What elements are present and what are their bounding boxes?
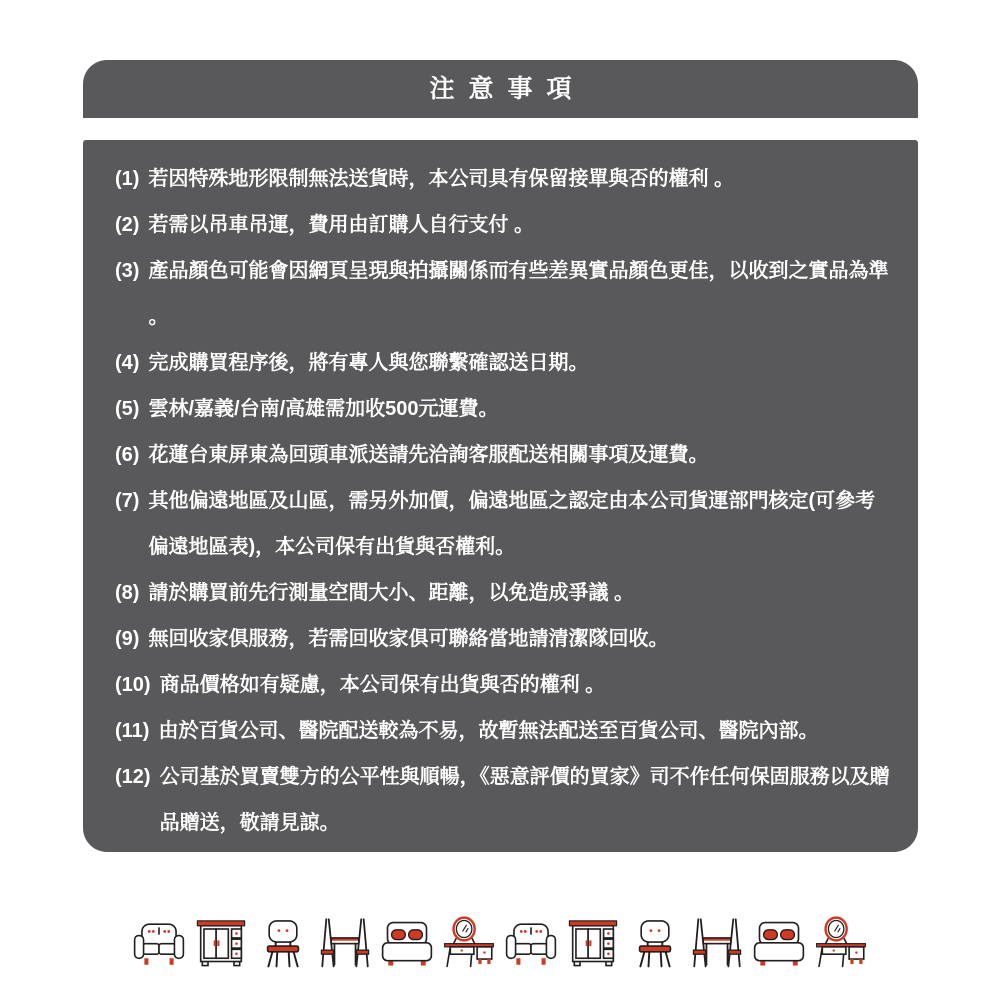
bed-icon <box>753 910 805 974</box>
item-number: (2) <box>115 214 140 236</box>
item-number: (12) <box>115 766 151 788</box>
bed-icon <box>381 910 433 974</box>
page-title: 注意事項 <box>429 74 586 103</box>
notice-item <box>115 478 892 570</box>
notice-item <box>115 340 892 386</box>
item-number: (10) <box>115 674 151 696</box>
item-number: (5) <box>115 398 140 420</box>
wardrobe-icon <box>195 910 247 974</box>
item-text: 由於百貨公司、醫院配送較為不易，故暫無法配送至百貨公司、醫院內部。 <box>158 720 819 742</box>
item-number: (9) <box>115 628 140 650</box>
furniture-icon-row <box>0 904 1000 974</box>
notice-item <box>115 202 892 248</box>
sofa-icon <box>505 910 557 974</box>
dining-table-icon <box>691 910 743 974</box>
item-text: 花蓮台東屏東為回頭車派送請先洽詢客服配送相關事項及運費。 <box>148 444 709 466</box>
notice-item <box>115 662 892 708</box>
item-text: 若因特殊地形限制無法送貨時，本公司具有保留接單與否的權利 。 <box>148 168 735 190</box>
chair-icon <box>629 910 681 974</box>
notice-list <box>115 156 892 846</box>
notice-item <box>115 156 892 202</box>
item-number: (11) <box>115 720 150 742</box>
item-text: 無回收家俱服務，若需回收家俱可聯絡當地請清潔隊回收。 <box>148 628 669 650</box>
item-text: 若需以吊車吊運，費用由訂購人自行支付 。 <box>148 214 535 236</box>
item-text: 完成購買程序後，將有專人與您聯繫確認送日期。 <box>148 352 589 374</box>
wardrobe-icon <box>567 910 619 974</box>
item-text: 其他偏遠地區及山區，需另外加價，偏遠地區之認定由本公司貨運部門核定(可參考偏遠地區表)，本公司保有出貨與否權利。 <box>148 490 876 558</box>
item-number: (8) <box>115 582 140 604</box>
notice-item <box>115 616 892 662</box>
item-number: (1) <box>115 168 140 190</box>
notice-item <box>115 386 892 432</box>
notice-item <box>115 570 892 616</box>
notice-item <box>115 248 892 340</box>
item-number: (7) <box>115 490 140 512</box>
notice-panel <box>83 140 918 852</box>
vanity-icon <box>443 910 495 974</box>
item-text: 請於購買前先行測量空間大小、距離，以免造成爭議 。 <box>148 582 635 604</box>
item-text: 商品價格如有疑慮，本公司保有出貨與否的權利 。 <box>159 674 606 696</box>
notice-item <box>115 432 892 478</box>
notice-item <box>115 754 892 846</box>
item-text: 產品顏色可能會因網頁呈現與拍攝關係而有些差異實品顏色更佳，以收到之實品為準 。 <box>148 260 889 328</box>
item-number: (6) <box>115 444 140 466</box>
item-text: 公司基於買賣雙方的公平性與順暢，《惡意評價的買家》司不作任何保固服務以及贈品贈送，敬請見諒。 <box>159 766 890 834</box>
dining-table-icon <box>319 910 371 974</box>
item-number: (4) <box>115 352 140 374</box>
notice-item <box>115 708 892 754</box>
item-text: 雲林/嘉義/台南/高雄需加收500元運費。 <box>148 398 499 420</box>
vanity-icon <box>815 910 867 974</box>
notice-header-banner <box>83 60 918 118</box>
chair-icon <box>257 910 309 974</box>
item-number: (3) <box>115 260 140 282</box>
sofa-icon <box>133 910 185 974</box>
